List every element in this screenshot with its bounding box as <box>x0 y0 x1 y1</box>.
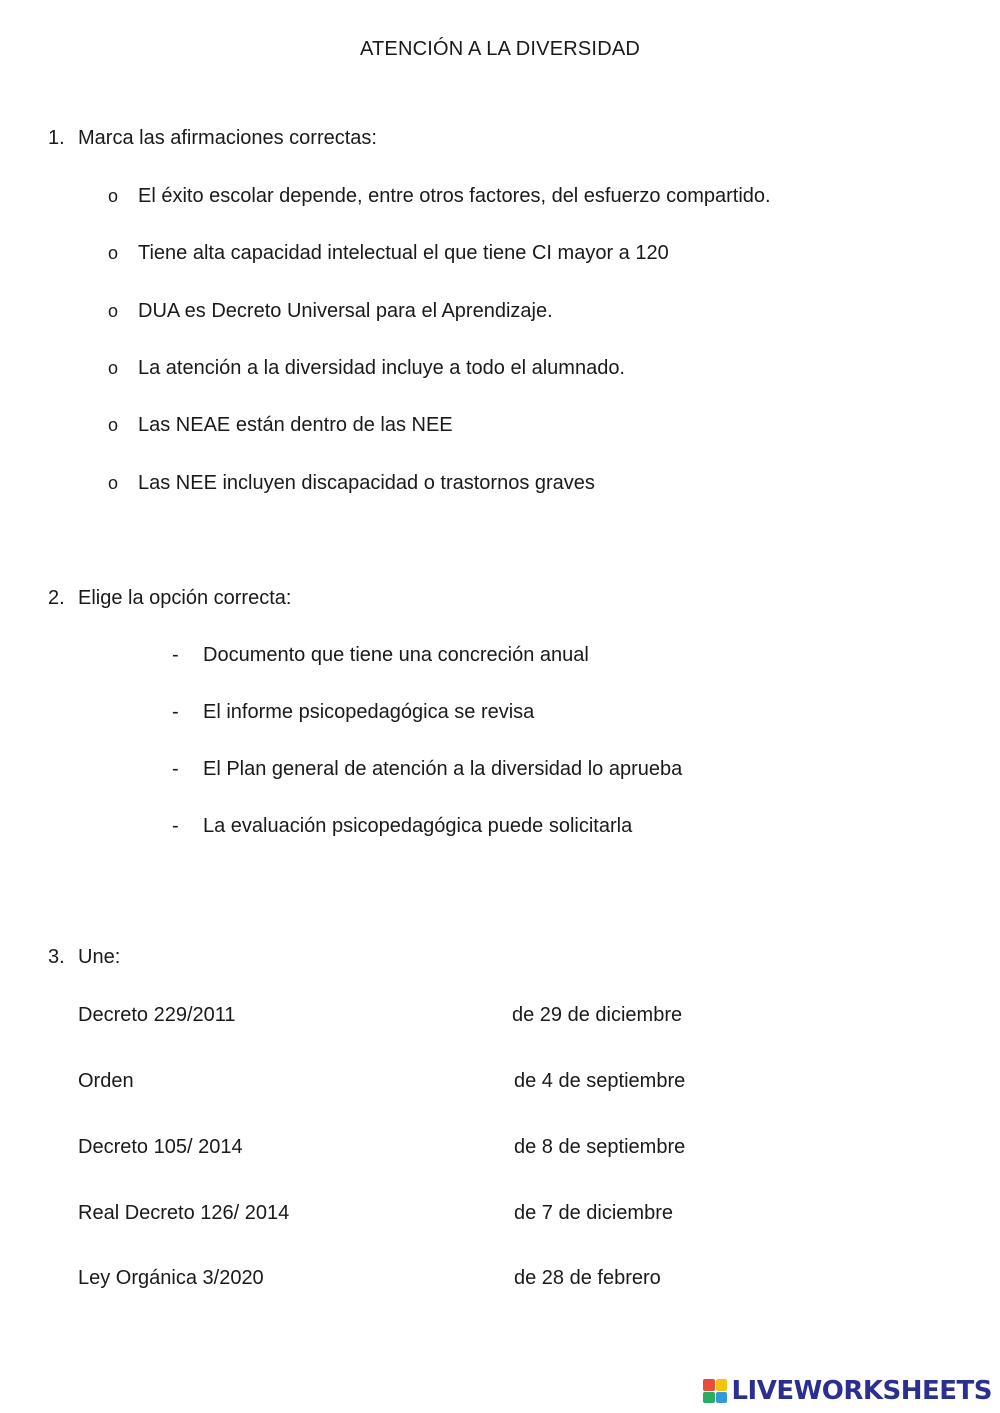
dash-bullet: - <box>172 644 179 666</box>
match-left-item[interactable]: Ley Orgánica 3/2020 <box>78 1267 264 1289</box>
question-1-heading <box>48 127 377 150</box>
match-left-item[interactable]: Decreto 105/ 2014 <box>78 1136 243 1158</box>
match-left-item[interactable]: Orden <box>78 1070 134 1092</box>
circle-bullet-icon[interactable]: o <box>108 473 119 493</box>
q1-option[interactable] <box>108 300 553 323</box>
logo-square <box>703 1392 715 1404</box>
logo-square <box>703 1379 715 1391</box>
circle-bullet-icon[interactable]: o <box>108 186 119 206</box>
logo-square <box>716 1379 728 1391</box>
match-right-item[interactable]: de 4 de septiembre <box>514 1070 686 1092</box>
q1-option-text: Las NEAE están dentro de las NEE <box>138 414 453 436</box>
q2-item-text: El informe psicopedagógica se revisa <box>203 701 535 723</box>
q1-option-text: El éxito escolar depende, entre otros factores, del esfuerzo compartido. <box>138 185 771 207</box>
question-1-number: 1. <box>48 127 65 149</box>
circle-bullet-icon[interactable]: o <box>108 301 119 321</box>
q2-item-text: El Plan general de atención a la diversidad lo aprueba <box>203 758 683 780</box>
match-left-item[interactable]: Decreto 229/2011 <box>78 1004 236 1026</box>
dash-bullet: - <box>172 758 179 780</box>
q1-option[interactable] <box>108 185 771 208</box>
q1-option[interactable] <box>108 242 669 265</box>
worksheet-title: ATENCIÓN A LA DIVERSIDAD <box>359 38 641 60</box>
match-right-item[interactable]: de 28 de febrero <box>514 1267 661 1289</box>
logo-text: LIVEWORKSHEETS <box>731 1376 992 1406</box>
question-3-number: 3. <box>48 946 65 968</box>
q1-option[interactable] <box>108 414 453 437</box>
q1-option-text: DUA es Decreto Universal para el Aprendizaje. <box>138 300 553 322</box>
q1-option-text: Tiene alta capacidad intelectual el que tiene CI mayor a 120 <box>138 242 669 264</box>
circle-bullet-icon[interactable]: o <box>108 243 119 263</box>
q1-option[interactable] <box>108 472 595 495</box>
liveworksheets-logo <box>703 1375 992 1407</box>
q2-item[interactable] <box>172 701 534 724</box>
q2-item[interactable] <box>172 758 682 781</box>
question-2-heading <box>48 587 291 610</box>
q2-item[interactable] <box>172 815 632 838</box>
question-1-text: Marca las afirmaciones correctas: <box>78 127 377 149</box>
q1-option-text: Las NEE incluyen discapacidad o trastornos graves <box>138 472 595 494</box>
match-right-item[interactable]: de 8 de septiembre <box>514 1136 686 1158</box>
question-2-number: 2. <box>48 587 65 609</box>
question-3-text: Une: <box>78 946 121 968</box>
q2-item[interactable] <box>172 644 589 667</box>
logo-mark-icon <box>703 1379 727 1403</box>
q2-item-text: La evaluación psicopedagógica puede solicitarla <box>203 815 633 837</box>
question-3-heading <box>48 946 120 969</box>
circle-bullet-icon[interactable]: o <box>108 415 119 435</box>
q2-item-text: Documento que tiene una concreción anual <box>203 644 589 666</box>
q1-option-text: La atención a la diversidad incluye a todo el alumnado. <box>138 357 625 379</box>
dash-bullet: - <box>172 701 179 723</box>
match-right-item[interactable]: de 29 de diciembre <box>512 1004 683 1026</box>
q1-option[interactable] <box>108 357 625 380</box>
logo-square <box>716 1392 728 1404</box>
match-right-item[interactable]: de 7 de diciembre <box>514 1202 673 1224</box>
question-2-text: Elige la opción correcta: <box>78 587 292 609</box>
circle-bullet-icon[interactable]: o <box>108 358 119 378</box>
match-left-item[interactable]: Real Decreto 126/ 2014 <box>78 1202 290 1224</box>
dash-bullet: - <box>172 815 179 837</box>
